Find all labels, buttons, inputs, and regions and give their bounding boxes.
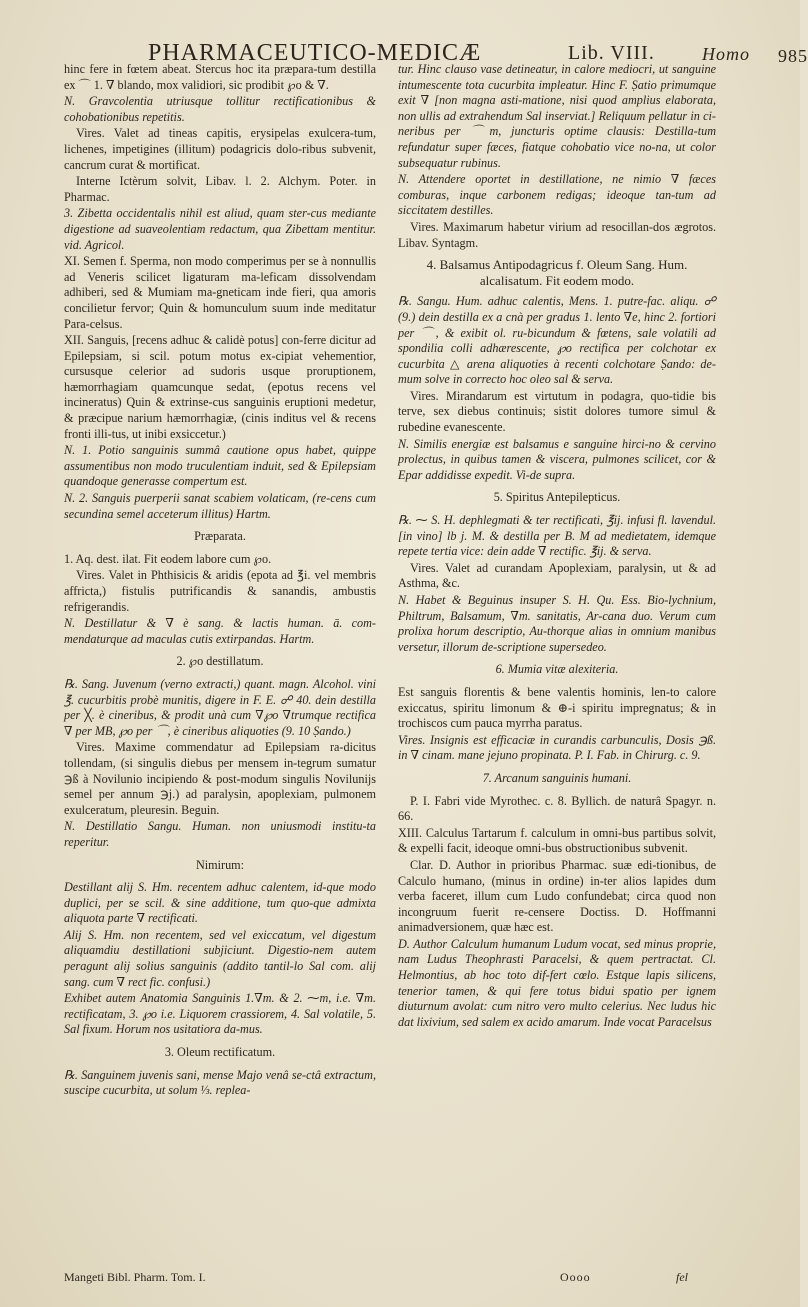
paragraph: Vires. Insignis est efficaciæ in curandis carbunculis, Dosis ℈ß. in ∇ cinam. mane jejuno propinata. P. I. Fab. in Chirurg. c. 9. [398,732,716,763]
paragraph: N. Similis energiæ est balsamus e sanguine hirci-no & cervino prolectus, in quibus tamen & viscera, pulmones scilicet, cor & Epar addidisse expedit. Vi-de supra. [398,436,716,482]
paragraph: ℞. Sangu. Hum. adhuc calentis, Mens. 1. putre-fac. aliqu. ☍ (9.) dein destilla ex a cnà per gradus 1. lento ∇e, hinc 2. fortiori per ⌒, & exibit ol. ru-bicundum & fœtens, sale volatili ad spondilia colli adhærescente, ℘o rectifica per colchotar ex cucurbita △ arena aliquoties à recenti colchotare Ṣando: de-mum solve in correcto hoc oleo sal & serva. [398,294,716,387]
paragraph: N. Habet & Beguinus insuper S. H. Qu. Ess. Bio-lychnium, Philtrum, Balsamum, ∇m. sanitatis, Ar-cana duo. Verum cum prolixa horum descriptio, Au-thorque alias in omnium manibus versetur, illorum de-scriptione supersedeo. [398,593,716,654]
paragraph: Vires. Mirandarum est virtutum in podagra, quo-tidie bis terve, sex diebus continuis; sistit dolores tumore simul & rubedine evanescente. [398,388,716,435]
paragraph: N. Destillatio Sangu. Human. non uniusmodi institu-ta reperitur. [64,819,376,849]
paragraph: Clar. D. Author in prioribus Pharmac. suæ edi-tionibus, de Calculo humano, (minus in ordine) in-ter alios lapides dum verba faceret, illum cum Ludo confundebat; circa quod non incongruum fuerit re-censere Doctiss. D. Hoffmanni animadversionem, quæ hæc est. [398,857,716,935]
paragraph: N. Attendere oportet in destillatione, ne nimio ∇ fæces comburas, inque carbonem redigas; ideoque tan-tum ad siccitatem destilles. [398,172,716,218]
paragraph: N. Gravcolentia utriusque tollitur rectificationibus & cohobationibus repetitis. [64,94,376,124]
paragraph: 1. Aq. dest. ilat. Fit eodem labore cum ℘o. [64,551,272,566]
paragraph: Destillant alij S. Hm. recentem adhuc calentem, id-que modo duplici, per se scil. & sine additione, tum quo-que admixta aliquota parte ∇ rectificati. [64,880,376,926]
right-column [398,62,716,1031]
paragraph: Vires. Valet ad tineas capitis, erysipelas exulcera-tum, lichenes, impetigines (illitum) podagricis dolo-ribus subvenit, cancrum curat & mortificat. [64,126,376,172]
paragraph: XIII. Calculus Tartarum f. calculum in omni-bus partibus solvit, & expelli facit, ideoque omni-bus obstructionibus subvenit. [398,825,716,856]
paragraph: Vires. Maximarum habetur virium ad resocillan-dos ægrotos. Libav. Syntagm. [398,219,716,250]
paragraph: Alij S. Hm. non recentem, sed vel exiccatum, vel digestum aliquamdiu destillationi subjiciunt. Digestio-nem autem peragunt alij solius sanguinis (addito tantil-lo Sal com. alij sang. cum ∇ rect fic. confusi.) [64,927,376,989]
paragraph: Vires. Maxime commendatur ad Epilepsiam ra-dicitus tollendam, (si singulis diebus per mensem in-tegrum sumatur ℈ß à Novilunio incipiendo & post-modum singulis Novilunijs semel per annum ℈j.) ad paralysin, apoplexiam, pulmonem exulceratum, pleuresin. Beguin. [64,740,376,817]
header-running-word: Homo [702,44,750,64]
left-column [64,62,376,1100]
paragraph: XI. Semen f. Sperma, non modo comperimus per se à nonnullis ad Veneris scilicet ligaturam ma-leficam dissolvendam adhiberi, sed & Mumiam ma-gneticam inde fieri, qua amoris concilietur fervor; Quin & homunculum suum inde meditatur Para-celsus. [64,254,376,331]
paragraph: XII. Sanguis, [recens adhuc & calidè potus] con-ferre dicitur ad Epilepsiam, si scil. potum motus ex-cipiat vehementior, cursusque celerior ad sudoris usque proruptionem, hæmorrhagiam quamcunque sedat, (epotus recens vel incineratus) Quin & extrinse-cus sanguinis eruptioni medetur, & præcipue narium hæmorrhagiæ, (cinis inditus vel & recens fronti illi-tus, ut inibi exsiccetur.) [64,333,376,441]
paragraph: 3. Zibetta occidentalis nihil est aliud, quam ster-cus mediante digestione ad suaveolentiam redactum, qua Zibettam mentitur. vid. Agricol. [64,206,376,252]
section-heading: Præparata. [194,529,246,544]
paragraph: N. Destillatur & ∇ è sang. & lactis human. ā. com-mendaturque ad maculas cutis extirpandas. Hartm. [64,616,376,646]
paragraph: Vires. Valet ad curandam Apoplexiam, paralysin, ut & ad Asthma, &c. [398,560,716,591]
section-heading: 3. Oleum rectificatum. [164,1045,276,1060]
paragraph: N. 2. Sanguis puerperii sanat scabiem volaticam, (re-cens cum secundina semel acceterum illitus) Hartm. [64,491,376,521]
paragraph: Interne Ictèrum solvit, Libav. l. 2. Alchym. Poter. in Pharmac. [64,174,376,204]
paragraph: Vires. Valet in Phthisicis & aridis (epota ad ℥i. vel membris affricta,) fistulis putrificandis & sanandis, ambustis refrigerandis. [64,568,376,614]
paragraph: Est sanguis florentis & bene valentis hominis, len-to calore exiccatus, spiritu limonum & ⊕-i spiritu impregnatus; & in trochiscos cum pauca myrrha paratus. [398,684,716,731]
section-heading: 5. Spiritus Antepilepticus. [493,490,621,505]
page-number: 985 [778,46,808,66]
paragraph: ℞. Sanguinem juvenis sani, mense Majo venâ se-ctâ extractum, suscipe cucurbita, ut solum ⅓. replea- [64,1067,376,1098]
footer-source: Mangeti Bibl. Pharm. Tom. I. [64,1270,206,1284]
paragraph: tur. Hinc clauso vase detineatur, in calore mediocri, ut sanguine intumescente tota cucurbita impleatur. Hinc F. Ṣatio primumque exit ∇ [non magna asti-matione, nisi quod amplius elaborata, non ullis ad extrahendum Sal inserviat.] Reliquum pellatur in ci-neribus per ⌒m, juncturis optime clausis: Destilla-tum refundatur super fæces, fiatque cohobatio vice no-na, ut color subsequatur rubinus. [398,62,716,170]
paragraph: D. Author Calculum humanum Ludum vocat, sed minus proprie, nam Ludus Theophrasti Paracelsi, & quem pertractat. Cl. Helmontius, ab hoc toto dif-fert cœlo. Estque lapis silicens, tenerior tamen, & qui fere totus bidui spatio per ignem diuturnum avolat: cum nitro vero multo celerius. Nec ludus hic dat lixivium, sed salem ex acido amarum. Inde vocat Paracelsus [398,936,716,1029]
paragraph: ℞. ⁓ S. H. dephlegmati & ter rectificati, ℥ij. infusi fl. lavendul. [in vino] lb j. M. & destilla per B. M ad medietatem, idemque repete tertia vice: dein adde ∇ rectific. ℥ij. & serva. [398,513,716,559]
header-title: PHARMACEUTICO-MEDICÆ [148,40,482,66]
paragraph: P. I. Fabri vide Myrothec. c. 8. Byllich. de naturâ Spagyr. n. 66. [398,793,716,824]
section-heading: 6. Mumia vitæ alexiteria. [495,662,619,677]
section-heading: 7. Arcanum sanguinis humani. [482,770,632,785]
footer-catchword: fel [676,1270,688,1284]
section-heading: 4. Balsamus Antipodagricus f. Oleum Sang. Hum. alcalisatum. Fit eodem modo. [426,257,688,288]
paragraph: Exhibet autem Anatomia Sanguinis 1.∇m. & 2. ⁓m, i.e. ∇m. rectificatam, 3. ℘o i.e. Liquorem crassiorem, 4. Sal volatile, 5. Sal fixum. Horum nos usitatiora da-mus. [64,991,376,1037]
paragraph: N. 1. Potio sanguinis summâ cautione opus habet, quippe assumentibus non modo truculentiam induit, sed & Epilepsiam quandoque generasse compertum est. [64,443,376,489]
header-book-number: Lib. VIII. [568,42,655,64]
footer-signature: Oooo [560,1270,591,1284]
section-heading: 2. ℘o destillatum. [176,654,264,669]
section-heading: Nimirum: [195,857,245,872]
paragraph: ℞. Sang. Juvenum (verno extracti,) quant. magn. Alcohol. vini ℥. cucurbitis probè munitis, digere in F. E. ☍ 40. dein destilla per ╳. è cineribus, & prodit unà cum ∇℘o ∇trumque rectifica ∇ per MB, ℘o per ⌒, è cineribus aliquoties (9. 10 Ṣando.) [64,676,376,738]
paragraph: hinc fere in fœtem abeat. Stercus hoc ita præpara-tum destilla ex ⌒ 1. ∇ blando, mox validiori, sic prodibit ℘o & ∇. [64,62,376,92]
